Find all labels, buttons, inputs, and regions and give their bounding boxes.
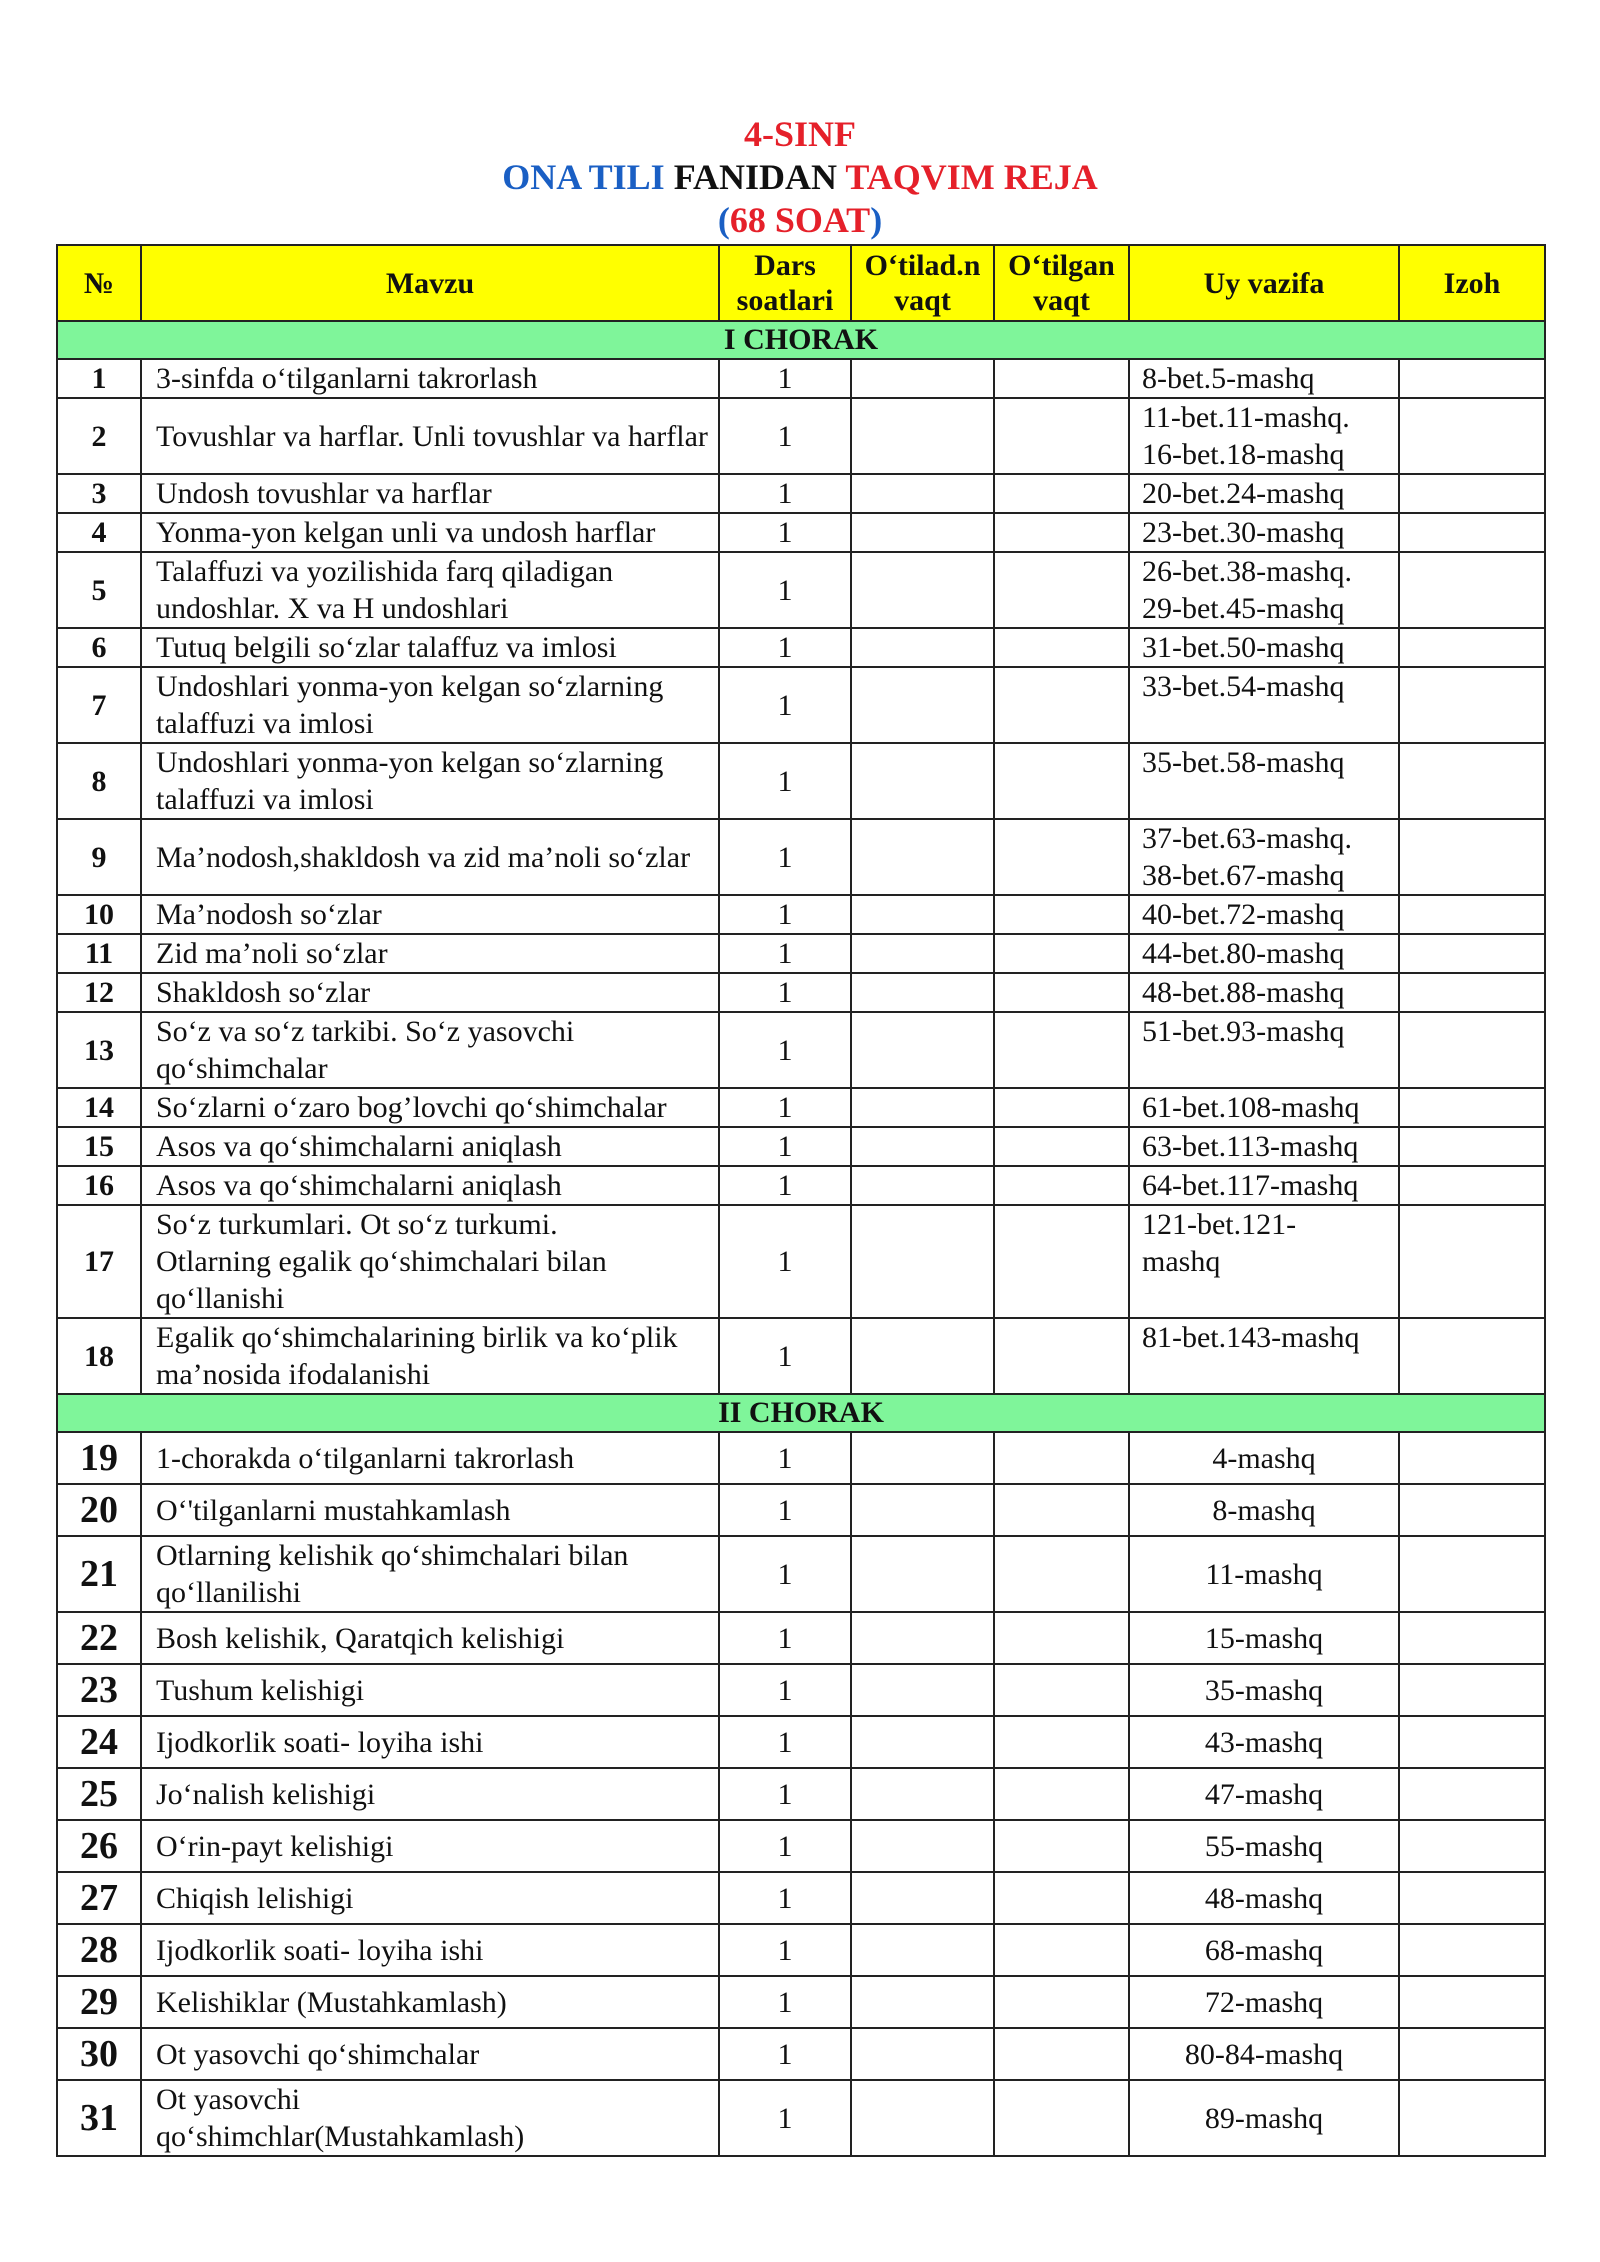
row-topic: O‘'tilganlarni mustahkamlash xyxy=(141,1484,719,1536)
col-topic-header: Mavzu xyxy=(141,245,719,321)
row-done-date xyxy=(994,895,1129,934)
row-hours: 1 xyxy=(719,1664,851,1716)
row-planned-date xyxy=(851,1612,994,1664)
row-homework: 47-mashq xyxy=(1129,1768,1399,1820)
row-topic: Kelishiklar (Mustahkamlash) xyxy=(141,1976,719,2028)
row-number: 26 xyxy=(57,1820,141,1872)
row-note xyxy=(1399,1205,1545,1318)
table-row xyxy=(57,1536,1545,1612)
row-done-date xyxy=(994,1664,1129,1716)
row-note xyxy=(1399,743,1545,819)
row-hours: 1 xyxy=(719,1924,851,1976)
row-topic: Bosh kelishik, Qaratqich kelishigi xyxy=(141,1612,719,1664)
row-number: 4 xyxy=(57,513,141,552)
row-done-date xyxy=(994,1432,1129,1484)
row-homework: 26-bet.38-mashq. 29-bet.45-mashq xyxy=(1129,552,1399,628)
row-note xyxy=(1399,1318,1545,1394)
row-hours: 1 xyxy=(719,1976,851,2028)
row-topic: Zid ma’noli so‘zlar xyxy=(141,934,719,973)
row-planned-date xyxy=(851,359,994,398)
row-homework: 72-mashq xyxy=(1129,1976,1399,2028)
row-note xyxy=(1399,2028,1545,2080)
col-done-line2: vaqt xyxy=(1033,284,1090,317)
row-number: 19 xyxy=(57,1432,141,1484)
col-note-header: Izoh xyxy=(1399,245,1545,321)
hours-paren-close: ) xyxy=(870,200,883,240)
row-hours: 1 xyxy=(719,474,851,513)
row-topic: Ijodkorlik soati- loyiha ishi xyxy=(141,1924,719,1976)
table-row xyxy=(57,934,1545,973)
row-number: 30 xyxy=(57,2028,141,2080)
row-topic: So‘zlarni o‘zaro bog’lovchi qo‘shimchalar xyxy=(141,1088,719,1127)
row-note xyxy=(1399,2080,1545,2156)
row-planned-date xyxy=(851,1432,994,1484)
row-homework: 8-mashq xyxy=(1129,1484,1399,1536)
row-note xyxy=(1399,1127,1545,1166)
row-hours: 1 xyxy=(719,1088,851,1127)
row-homework: 51-bet.93-mashq xyxy=(1129,1012,1399,1088)
row-hours: 1 xyxy=(719,973,851,1012)
table-row xyxy=(57,1318,1545,1394)
row-done-date xyxy=(994,1872,1129,1924)
section-row-q1 xyxy=(57,321,1545,359)
row-hours: 1 xyxy=(719,1205,851,1318)
row-hours: 1 xyxy=(719,1127,851,1166)
row-note xyxy=(1399,359,1545,398)
row-note xyxy=(1399,1088,1545,1127)
row-number: 2 xyxy=(57,398,141,474)
row-planned-date xyxy=(851,1318,994,1394)
row-hours: 1 xyxy=(719,359,851,398)
calendar-plan-table xyxy=(56,244,1546,2157)
row-homework: 44-bet.80-mashq xyxy=(1129,934,1399,973)
row-note xyxy=(1399,1536,1545,1612)
table-row xyxy=(57,628,1545,667)
row-planned-date xyxy=(851,2080,994,2156)
row-done-date xyxy=(994,628,1129,667)
row-done-date xyxy=(994,1768,1129,1820)
row-homework: 121-bet.121-mashq xyxy=(1129,1205,1399,1318)
row-note xyxy=(1399,474,1545,513)
row-homework: 23-bet.30-mashq xyxy=(1129,513,1399,552)
row-planned-date xyxy=(851,474,994,513)
row-planned-date xyxy=(851,1088,994,1127)
row-topic: 3-sinfda o‘tilganlarni takrorlash xyxy=(141,359,719,398)
row-number: 13 xyxy=(57,1012,141,1088)
row-planned-date xyxy=(851,934,994,973)
row-homework: 40-bet.72-mashq xyxy=(1129,895,1399,934)
row-topic: Asos va qo‘shimchalarni aniqlash xyxy=(141,1127,719,1166)
row-planned-date xyxy=(851,973,994,1012)
table-row xyxy=(57,552,1545,628)
row-planned-date xyxy=(851,667,994,743)
col-done-line1: O‘tilgan xyxy=(1008,249,1115,282)
row-hours: 1 xyxy=(719,1012,851,1088)
row-done-date xyxy=(994,819,1129,895)
row-note xyxy=(1399,1716,1545,1768)
row-note xyxy=(1399,1484,1545,1536)
subject-name: ONA TILI xyxy=(502,157,665,197)
row-topic: Undoshlari yonma-yon kelgan so‘zlarning talaffuzi va imlosi xyxy=(141,667,719,743)
hours-paren-open: ( xyxy=(717,200,730,240)
row-done-date xyxy=(994,359,1129,398)
table-row xyxy=(57,1127,1545,1166)
row-planned-date xyxy=(851,1166,994,1205)
row-hours: 1 xyxy=(719,895,851,934)
table-row xyxy=(57,743,1545,819)
row-done-date xyxy=(994,1088,1129,1127)
table-row xyxy=(57,1924,1545,1976)
row-done-date xyxy=(994,1820,1129,1872)
col-hours-line1: Dars xyxy=(754,249,816,282)
row-done-date xyxy=(994,667,1129,743)
row-note xyxy=(1399,934,1545,973)
row-number: 31 xyxy=(57,2080,141,2156)
section-row-q2 xyxy=(57,1394,1545,1432)
row-number: 14 xyxy=(57,1088,141,1127)
row-topic: Ot yasovchi qo‘shimchlar(Mustahkamlash) xyxy=(141,2080,719,2156)
row-number: 8 xyxy=(57,743,141,819)
table-row xyxy=(57,1484,1545,1536)
row-hours: 1 xyxy=(719,2028,851,2080)
row-number: 7 xyxy=(57,667,141,743)
row-done-date xyxy=(994,1612,1129,1664)
row-planned-date xyxy=(851,513,994,552)
row-planned-date xyxy=(851,1536,994,1612)
row-done-date xyxy=(994,2080,1129,2156)
row-hours: 1 xyxy=(719,1872,851,1924)
row-done-date xyxy=(994,1484,1129,1536)
section-label-q2: II CHORAK xyxy=(57,1394,1545,1432)
row-number: 27 xyxy=(57,1872,141,1924)
row-homework: 37-bet.63-mashq. 38-bet.67-mashq xyxy=(1129,819,1399,895)
row-topic: Jo‘nalish kelishigi xyxy=(141,1768,719,1820)
table-row xyxy=(57,1432,1545,1484)
row-note xyxy=(1399,1612,1545,1664)
row-done-date xyxy=(994,398,1129,474)
table-header xyxy=(57,245,1545,321)
col-homework-header: Uy vazifa xyxy=(1129,245,1399,321)
row-done-date xyxy=(994,1318,1129,1394)
table-row xyxy=(57,1716,1545,1768)
row-planned-date xyxy=(851,1716,994,1768)
row-homework: 31-bet.50-mashq xyxy=(1129,628,1399,667)
row-homework: 80-84-mashq xyxy=(1129,2028,1399,2080)
row-homework: 68-mashq xyxy=(1129,1924,1399,1976)
row-planned-date xyxy=(851,1012,994,1088)
row-planned-date xyxy=(851,1664,994,1716)
row-topic: 1-chorakda o‘tilganlarni takrorlash xyxy=(141,1432,719,1484)
hours-total: 68 SOAT xyxy=(729,200,871,240)
table-row xyxy=(57,398,1545,474)
row-planned-date xyxy=(851,1205,994,1318)
row-note xyxy=(1399,973,1545,1012)
row-topic: Shakldosh so‘zlar xyxy=(141,973,719,1012)
row-topic: O‘rin-payt kelishigi xyxy=(141,1820,719,1872)
row-done-date xyxy=(994,2028,1129,2080)
row-topic: Undosh tovushlar va harflar xyxy=(141,474,719,513)
row-note xyxy=(1399,1820,1545,1872)
row-done-date xyxy=(994,1012,1129,1088)
row-homework: 20-bet.24-mashq xyxy=(1129,474,1399,513)
row-topic: Tovushlar va harflar. Unli tovushlar va harflar xyxy=(141,398,719,474)
row-done-date xyxy=(994,1205,1129,1318)
row-homework: 33-bet.54-mashq xyxy=(1129,667,1399,743)
row-planned-date xyxy=(851,628,994,667)
row-planned-date xyxy=(851,1768,994,1820)
row-done-date xyxy=(994,1127,1129,1166)
row-planned-date xyxy=(851,1484,994,1536)
row-topic: Tushum kelishigi xyxy=(141,1664,719,1716)
row-topic: So‘z va so‘z tarkibi. So‘z yasovchi qo‘shimchalar xyxy=(141,1012,719,1088)
table-row xyxy=(57,819,1545,895)
row-hours: 1 xyxy=(719,1484,851,1536)
row-number: 24 xyxy=(57,1716,141,1768)
row-note xyxy=(1399,1166,1545,1205)
row-topic: Ma’nodosh,shakldosh va zid ma’noli so‘zlar xyxy=(141,819,719,895)
row-homework: 89-mashq xyxy=(1129,2080,1399,2156)
row-hours: 1 xyxy=(719,628,851,667)
row-number: 25 xyxy=(57,1768,141,1820)
row-hours: 1 xyxy=(719,667,851,743)
row-number: 3 xyxy=(57,474,141,513)
row-note xyxy=(1399,1432,1545,1484)
row-note xyxy=(1399,552,1545,628)
row-homework: 35-mashq xyxy=(1129,1664,1399,1716)
row-topic: Yonma-yon kelgan unli va undosh harflar xyxy=(141,513,719,552)
row-done-date xyxy=(994,1976,1129,2028)
row-homework: 48-bet.88-mashq xyxy=(1129,973,1399,1012)
row-note xyxy=(1399,1976,1545,2028)
row-hours: 1 xyxy=(719,934,851,973)
row-done-date xyxy=(994,1924,1129,1976)
row-homework: 64-bet.117-mashq xyxy=(1129,1166,1399,1205)
col-planned-line2: vaqt xyxy=(894,284,951,317)
plan-name: TAQVIM REJA xyxy=(845,157,1098,197)
table-row xyxy=(57,359,1545,398)
row-topic: Talaffuzi va yozilishida farq qiladigan undoshlar. X va H undoshlari xyxy=(141,552,719,628)
row-done-date xyxy=(994,474,1129,513)
row-done-date xyxy=(994,1166,1129,1205)
row-topic: Tutuq belgili so‘zlar talaffuz va imlosi xyxy=(141,628,719,667)
row-planned-date xyxy=(851,819,994,895)
row-hours: 1 xyxy=(719,398,851,474)
row-number: 16 xyxy=(57,1166,141,1205)
col-planned-header xyxy=(851,245,994,321)
row-homework: 15-mashq xyxy=(1129,1612,1399,1664)
table-row xyxy=(57,2080,1545,2156)
table-row xyxy=(57,2028,1545,2080)
col-done-header xyxy=(994,245,1129,321)
row-number: 29 xyxy=(57,1976,141,2028)
row-homework: 11-mashq xyxy=(1129,1536,1399,1612)
row-hours: 1 xyxy=(719,1820,851,1872)
row-topic: Undoshlari yonma-yon kelgan so‘zlarning talaffuzi va imlosi xyxy=(141,743,719,819)
row-hours: 1 xyxy=(719,1768,851,1820)
row-done-date xyxy=(994,973,1129,1012)
table-row xyxy=(57,1872,1545,1924)
table-row xyxy=(57,1976,1545,2028)
row-topic: Ot yasovchi qo‘shimchalar xyxy=(141,2028,719,2080)
col-planned-line1: O‘tilad.n xyxy=(864,249,981,282)
row-planned-date xyxy=(851,1820,994,1872)
row-homework: 48-mashq xyxy=(1129,1872,1399,1924)
row-hours: 1 xyxy=(719,2080,851,2156)
row-number: 15 xyxy=(57,1127,141,1166)
row-topic: Ma’nodosh so‘zlar xyxy=(141,895,719,934)
row-note xyxy=(1399,1768,1545,1820)
row-done-date xyxy=(994,934,1129,973)
table-row xyxy=(57,1768,1545,1820)
table-row xyxy=(57,895,1545,934)
row-homework: 43-mashq xyxy=(1129,1716,1399,1768)
table-row xyxy=(57,667,1545,743)
row-planned-date xyxy=(851,398,994,474)
row-note xyxy=(1399,1924,1545,1976)
row-number: 10 xyxy=(57,895,141,934)
row-number: 17 xyxy=(57,1205,141,1318)
subject-title xyxy=(0,155,1600,199)
row-topic: Egalik qo‘shimchalarining birlik va ko‘plik ma’nosida ifodalanishi xyxy=(141,1318,719,1394)
row-number: 1 xyxy=(57,359,141,398)
row-homework: 35-bet.58-mashq xyxy=(1129,743,1399,819)
hours-title xyxy=(0,198,1600,242)
table-row xyxy=(57,1166,1545,1205)
row-hours: 1 xyxy=(719,819,851,895)
row-planned-date xyxy=(851,552,994,628)
row-hours: 1 xyxy=(719,1716,851,1768)
section-label-q1: I CHORAK xyxy=(57,321,1545,359)
row-planned-date xyxy=(851,1127,994,1166)
row-note xyxy=(1399,895,1545,934)
row-topic: Chiqish lelishigi xyxy=(141,1872,719,1924)
table-row xyxy=(57,1205,1545,1318)
row-homework: 8-bet.5-mashq xyxy=(1129,359,1399,398)
subject-fanidan: FANIDAN xyxy=(673,157,838,197)
row-homework: 11-bet.11-mashq. 16-bet.18-mashq xyxy=(1129,398,1399,474)
row-planned-date xyxy=(851,1924,994,1976)
table-row xyxy=(57,1012,1545,1088)
row-note xyxy=(1399,513,1545,552)
row-planned-date xyxy=(851,1872,994,1924)
row-homework: 61-bet.108-mashq xyxy=(1129,1088,1399,1127)
col-num-header: № xyxy=(57,245,141,321)
row-note xyxy=(1399,819,1545,895)
row-hours: 1 xyxy=(719,1536,851,1612)
row-topic: Otlarning kelishik qo‘shimchalari bilan qo‘llanilishi xyxy=(141,1536,719,1612)
row-done-date xyxy=(994,513,1129,552)
row-topic: Ijodkorlik soati- loyiha ishi xyxy=(141,1716,719,1768)
row-number: 11 xyxy=(57,934,141,973)
row-hours: 1 xyxy=(719,1612,851,1664)
row-note xyxy=(1399,1872,1545,1924)
row-topic: So‘z turkumlari. Ot so‘z turkumi. Otlarning egalik qo‘shimchalari bilan qo‘llanishi xyxy=(141,1205,719,1318)
row-hours: 1 xyxy=(719,513,851,552)
row-planned-date xyxy=(851,1976,994,2028)
row-number: 20 xyxy=(57,1484,141,1536)
row-hours: 1 xyxy=(719,552,851,628)
row-hours: 1 xyxy=(719,1318,851,1394)
row-number: 18 xyxy=(57,1318,141,1394)
row-number: 6 xyxy=(57,628,141,667)
table-row xyxy=(57,1820,1545,1872)
row-planned-date xyxy=(851,2028,994,2080)
table-row xyxy=(57,513,1545,552)
table-row xyxy=(57,1088,1545,1127)
row-hours: 1 xyxy=(719,1166,851,1205)
row-done-date xyxy=(994,552,1129,628)
col-hours-line2: soatlari xyxy=(736,284,834,317)
row-note xyxy=(1399,1012,1545,1088)
row-note xyxy=(1399,628,1545,667)
row-done-date xyxy=(994,743,1129,819)
row-number: 12 xyxy=(57,973,141,1012)
row-number: 9 xyxy=(57,819,141,895)
row-planned-date xyxy=(851,743,994,819)
table-row xyxy=(57,1664,1545,1716)
row-homework: 81-bet.143-mashq xyxy=(1129,1318,1399,1394)
row-number: 23 xyxy=(57,1664,141,1716)
row-number: 5 xyxy=(57,552,141,628)
row-hours: 1 xyxy=(719,1432,851,1484)
table-row xyxy=(57,474,1545,513)
table-row xyxy=(57,973,1545,1012)
row-homework: 55-mashq xyxy=(1129,1820,1399,1872)
col-hours-header xyxy=(719,245,851,321)
row-homework: 4-mashq xyxy=(1129,1432,1399,1484)
row-hours: 1 xyxy=(719,743,851,819)
row-number: 28 xyxy=(57,1924,141,1976)
row-number: 21 xyxy=(57,1536,141,1612)
table-row xyxy=(57,1612,1545,1664)
row-note xyxy=(1399,667,1545,743)
row-note xyxy=(1399,398,1545,474)
row-topic: Asos va qo‘shimchalarni aniqlash xyxy=(141,1166,719,1205)
row-note xyxy=(1399,1664,1545,1716)
grade-title: 4-SINF xyxy=(743,114,856,154)
row-planned-date xyxy=(851,895,994,934)
row-homework: 63-bet.113-mashq xyxy=(1129,1127,1399,1166)
row-done-date xyxy=(994,1536,1129,1612)
row-done-date xyxy=(994,1716,1129,1768)
row-number: 22 xyxy=(57,1612,141,1664)
